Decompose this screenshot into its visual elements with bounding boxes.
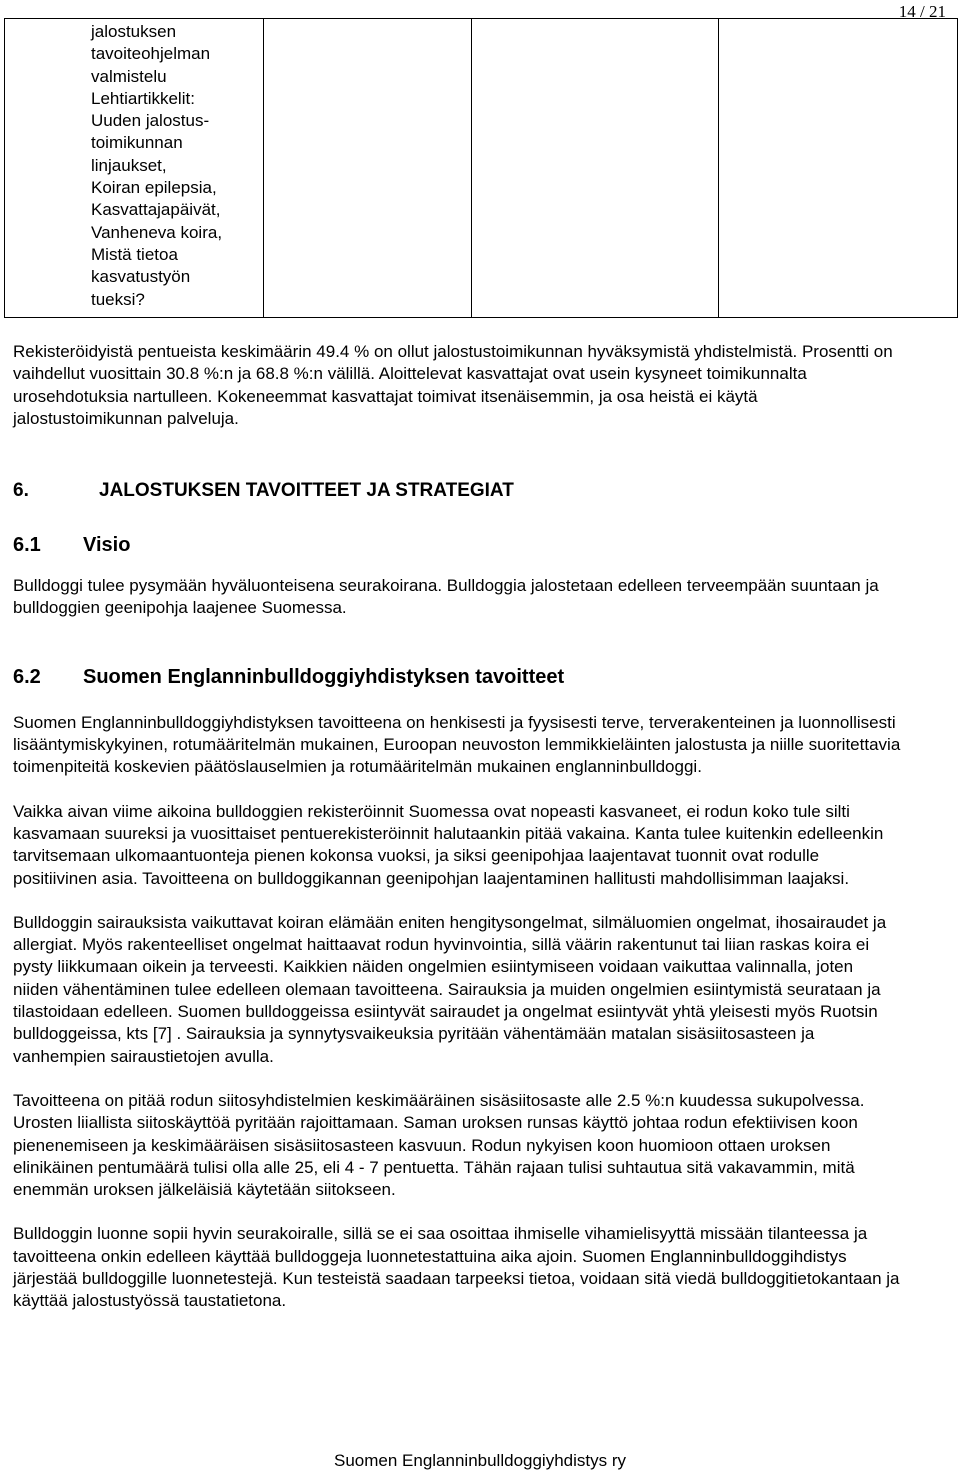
table-cell-empty — [719, 19, 958, 318]
activity-table — [4, 18, 958, 318]
cell-line: tavoiteohjelman — [91, 44, 211, 64]
goals-paragraph: Suomen Englanninbulldoggiyhdistyksen tavoitteena on henkisesti ja fyysisesti terve, terverakenteinen ja luonnollisesti lisääntymiskykyinen, rotumääritelmän mukainen, Euroopan neuvoston lemmikkieläinten jalostusta ja niille suoritettavia toimenpiteitä koskevien päätöslauselmien ja rotumääritelmän mukainen englanninbulldoggi. — [13, 712, 901, 777]
section-number: 6.2 — [13, 665, 41, 688]
section-title: Suomen Englanninbulldoggiyhdistyksen tavoitteet — [83, 665, 565, 688]
table-row — [5, 19, 958, 318]
goals-paragraph: Bulldoggin luonne sopii hyvin seurakoiralle, sillä se ei saa osoittaa ihmiselle vihamielisyyttä missään tilanteessa ja tavoitteena onkin edelleen käyttää bulldoggeja luonnetestattuina aika ajoin. Suomen Englanninbulldoggihdistys järjestää bulldoggille luonnetestejä. Kun testeistä saadaan tarpeeksi tietoa, voidaan sitä viedä bulldoggitietokantaan ja käyttää jalostustyössä taustatietona. — [13, 1224, 900, 1311]
section-6-1-heading — [13, 534, 903, 557]
cell-line: linjaukset, — [91, 155, 167, 175]
cell-line: valmistelu — [91, 66, 167, 86]
cell-line: Mistä tietoa — [91, 244, 178, 264]
page-number: 14 / 21 — [898, 2, 946, 21]
cell-line: Kasvattajapäivät, — [91, 200, 221, 220]
table-cell-empty — [264, 19, 472, 318]
cell-line: Koiran epilepsia, — [91, 178, 217, 198]
goals-paragraph: Bulldoggin sairauksista vaikuttavat koiran elämään eniten hengitysongelmat, silmäluomien ongelmat, ihosairaudet ja allergiat. Myös rakenteelliset ongelmat haittaavat rodun hyvinvointia, sillä väärin rakentunut tai liian raskas koira ei pysty liikkumaan oikein ja terveesti. Kaikkien näiden ongelmien esiintymiseen voidaan vaikuttaa valinnalla, joten niiden vähentäminen tulee edelleen olemaan tavoitteena. Sairauksia ja muiden ongelmien esiintymistä seurataan ja tilastoidaan edelleen. Suomen bulldoggeissa esiintyvät sairaudet ja ongelmat esiintyvät yhtä yleisesti myös Ruotsin bulldoggeissa, kts [7] . Sairauksia ja synnytysvaikeuksia pyritään vähentämään matalan sisäsiitosasteen ja vanhempien sairaustietojen avulla. — [13, 912, 887, 1066]
cell-line: Vanheneva koira, — [91, 222, 223, 242]
cell-line: tueksi? — [91, 289, 145, 309]
intro-paragraph: Rekisteröidyistä pentueista keskimäärin 49.4 % on ollut jalostustoimikunnan hyväksymistä yhdistelmistä. Prosentti on vaihdellut vuosittain 30.8 %:n ja 68.8 %:n välillä. Aloittelevat kasvattajat ovat usein kysyneet toimikunnalta urosehdotuksia nartulleen. Kokeneemmat kasvattajat toimivat itsenäisemmin, ja osa heistä ei käytä jalostustoimikunnan palveluja. — [13, 342, 893, 428]
vision-paragraph: Bulldoggi tulee pysymään hyväluonteisena seurakoirana. Bulldoggia jalostetaan edelleen terveempään suuntaan ja bulldoggien geenipohja laajenee Suomessa. — [13, 576, 879, 618]
cell-line: Lehtiartikkelit: — [91, 88, 195, 108]
cell-line: toimikunnan — [91, 133, 183, 153]
cell-line: jalostuksen — [91, 22, 177, 41]
cell-line: kasvatustyön — [91, 267, 191, 287]
page-footer: Suomen Englanninbulldoggiyhdistys ry — [333, 1451, 626, 1470]
document-body — [13, 341, 903, 1313]
section-title: Visio — [83, 534, 131, 557]
goals-paragraph: Tavoitteena on pitää rodun siitosyhdistelmien keskimääräinen sisäsiitosaste alle 2.5 %:n kuudessa sukupolvessa. Urosten liiallista siitoskäyttöä pyritään rajoittamaan. Saman uroksen runsas käyttö johtaa rodun efektiivisen koon pienenemiseen ja keskimääräisen sisäsiitosasteen kasvuun. Rodun nykyisen koon huomioon ottaen uroksen elinikäinen pentumäärä tulisi olla alle 25, eli 4 - 7 pentuetta. Tähän rajaan tulisi suhtautua sitä vakavammin, mitä enemmän uroksen jälkeläisiä käytetään siitokseen. — [13, 1090, 865, 1200]
section-number: 6. — [13, 480, 29, 502]
goals-paragraph: Vaikka aivan viime aikoina bulldoggien rekisteröinnit Suomessa ovat nopeasti kasvaneet, ei rodun koko tule silti kasvamaan suureksi ja vuosittaiset pentuerekisteröinnit halutaankin pitää vakaina. Kanta tulee kuitenkin edelleenkin tarvitsemaan ulkomaantuonteja pienen kokonsa vuoksi, ja siksi geenipohjaa laajentavat tuonnit ovat rodulle positiivinen asia. Tavoitteena on bulldoggikannan geenipohjan laajentaminen hallitusti mahdollisimman laajaksi. — [13, 801, 884, 888]
cell-line: Uuden jalostus- — [91, 111, 210, 131]
table-cell-activity — [5, 19, 264, 318]
section-6-heading — [13, 480, 903, 502]
section-number: 6.1 — [13, 534, 41, 557]
section-title: JALOSTUKSEN TAVOITTEET JA STRATEGIAT — [99, 480, 514, 502]
table-cell-empty — [472, 19, 719, 318]
section-6-2-heading — [13, 666, 903, 689]
